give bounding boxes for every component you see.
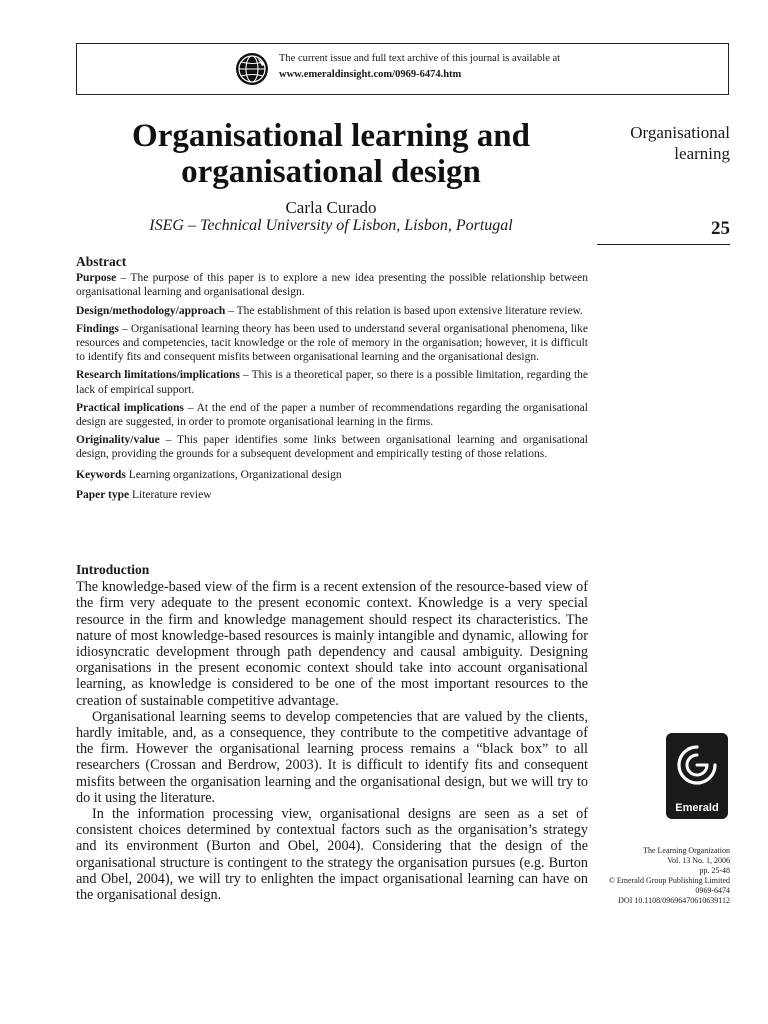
paper-type [76,488,588,502]
abstract [76,255,588,506]
journal-url-link[interactable]: www.emeraldinsight.com/0969-6474.htm [279,69,462,80]
globe-icon [235,52,269,86]
abstract-heading: Abstract [76,254,127,269]
emerald-swirl-icon [666,733,728,801]
abstract-label: Design/methodology/approach [76,304,226,317]
abstract-text: – At the end of the paper a number of recommendations regarding the organisational design are suggested, in order to promote organisational learning in the firms. [76,401,588,429]
body-paragraph: In the information processing view, organisational designs are seen as a set of consistent choices determined by contextual factors such as the organisation’s strategy and its environment (Burton and Obel, 2004). Considering that the design of the organisational structure is contingent to the strategy the organisation pursues (e.g. Burton and Obel, 2004), we will try to enlighten the impact organisational learning can have on the organisational design. [76,806,588,904]
paper-title: Organisational learning and organisational design [132,118,530,190]
abstract-design [76,304,588,318]
author-affiliation: ISEG – Technical University of Lisbon, Lisbon, Portugal [149,217,513,234]
page-number: 25 [711,218,730,239]
body-paragraph: The knowledge-based view of the firm is a recent extension of the resource-based view of the firm very adequate to the present economic context. Knowledge is a very special resource in the firm and knowledge management should respect its characteristics. The nature of most knowledge-based resources is mainly intangible and dynamic, allowing for idiosyncratic development through path dependency and causal ambiguity. Designing organisations in the present economic context should take into account organisational learning, as knowledge is considered to be one of the most important resources to the creation of sustainable competitive advantage. [76,579,588,709]
introduction-section [76,562,588,903]
journal-issn: 0969-6474 [695,886,730,895]
running-head: Organisational learning [630,123,730,163]
abstract-purpose [76,271,588,299]
journal-citation [560,846,730,906]
abstract-findings [76,322,588,365]
abstract-practical [76,401,588,429]
archive-notice: The current issue and full text archive of this journal is available at [279,53,561,64]
abstract-label: Findings [76,322,119,335]
paper-type-text: Literature review [129,488,212,501]
journal-volume: Vol. 13 No. 1, 2006 [667,856,730,865]
journal-doi[interactable]: DOI 10.1108/09696470610639112 [618,896,730,905]
abstract-label: Research limitations/implications [76,369,240,382]
author-name: Carla Curado [285,198,377,217]
abstract-originality [76,433,588,461]
paper-type-label: Paper type [76,488,130,501]
abstract-text: – This is a theoretical paper, so there is a possible limitation, regarding the lack of empirical support. [76,369,588,396]
body-paragraph: Organisational learning seems to develop competencies that are valued by the clients, hardly imitable, and, as a consequence, they contribute to the competitive advantage of the firm. However the organisational learning process remains a “black box” to all researchers (Crossan and Berdrow, 2003). It is difficult to identify fits and consequent misfits between the organisation learning and the organisational design, but we will try to do it using the literature. [76,708,588,806]
abstract-label: Originality/value [76,434,160,447]
logo-wordmark: Emerald [675,802,719,814]
journal-pages: pp. 25-48 [699,866,730,875]
abstract-text: – The purpose of this paper is to explore a new idea presenting the possible relationship between organisational learning and organisational design. [76,272,588,299]
journal-copyright: © Emerald Group Publishing Limited [608,876,730,885]
keywords-text: Learning organizations, Organizational design [125,468,342,481]
journal-name: The Learning Organization [643,846,730,855]
abstract-limitations [76,368,588,396]
keywords-label: Keywords [76,468,126,481]
introduction-heading: Introduction [76,562,150,577]
abstract-label: Purpose [76,272,117,285]
keywords [76,468,588,482]
abstract-text: – The establishment of this relation is based upon extensive literature review. [225,304,583,317]
abstract-label: Practical implications [76,401,184,414]
abstract-text: – Organisational learning theory has been used to understand several organisational phenomena, like resources and competencies, tacit knowledge or the role of memory in the organisation; however, it is difficult to identify fits and consequent misfits between organisational learning and the organisational design. [76,322,588,364]
margin-rule [597,244,730,245]
journal-access-box [76,43,729,95]
abstract-text: – This paper identifies some links between organisational learning and organisational design, providing the grounds for a subsequent development and empirically testing of those relations. [76,434,588,461]
emerald-logo [666,733,728,819]
